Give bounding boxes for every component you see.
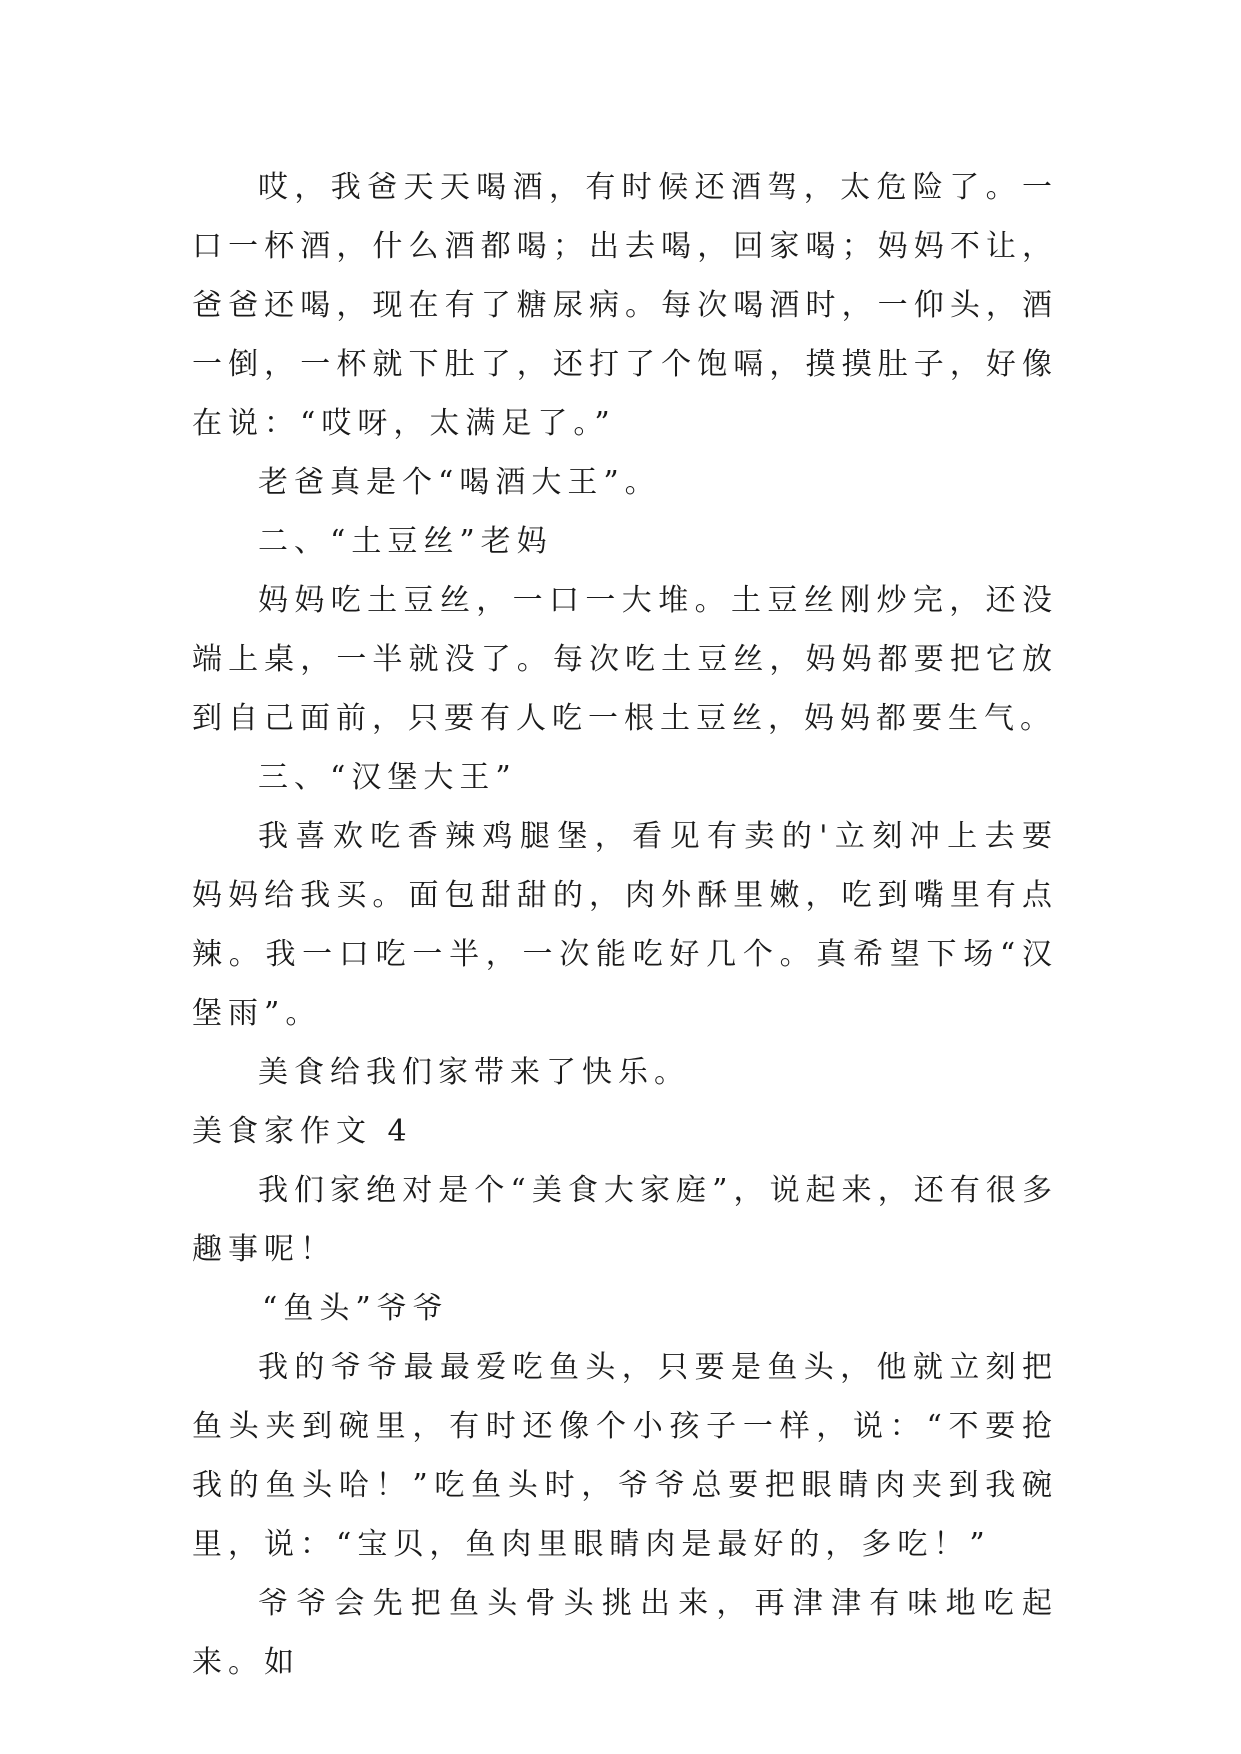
document-body	[192, 158, 1058, 1692]
paragraph-family-intro: 我们家绝对是个“美食大家庭”，说起来，还有很多趣事呢！	[192, 1173, 1058, 1267]
paragraph-dad-drinking: 哎，我爸天天喝酒，有时候还酒驾，太危险了。一口一杯酒，什么酒都喝；出去喝，回家喝；妈妈不让，爸爸还喝，现在有了糖尿病。每次喝酒时，一仰头，酒一倒，一杯就下肚了，还打了个饱嗝，摸摸肚子，好像在说：“哎呀，太满足了。”	[192, 170, 1058, 441]
paragraph-burger: 我喜欢吃香辣鸡腿堡，看见有卖的'立刻冲上去要妈妈给我买。面包甜甜的，肉外酥里嫩，吃到嘴里有点辣。我一口吃一半，一次能吃好几个。真希望下场“汉堡雨”。	[192, 819, 1058, 1031]
heading-fishhead-grandpa: “鱼头”爷爷	[262, 1291, 449, 1326]
paragraph-mom-potato: 妈妈吃土豆丝，一口一大堆。土豆丝刚炒完，还没端上桌，一半就没了。每次吃土豆丝，妈妈都要把它放到自己面前，只要有人吃一根土豆丝，妈妈都要生气。	[192, 583, 1058, 736]
essay-title-4: 美食家作文 4	[192, 1114, 413, 1149]
heading-burger-king: 三、“汉堡大王”	[258, 760, 517, 795]
paragraph-family-happiness: 美食给我们家带来了快乐。	[258, 1055, 690, 1090]
paragraph-dad-summary: 老爸真是个“喝酒大王”。	[258, 465, 661, 500]
paragraph-grandpa-fishhead: 我的爷爷最最爱吃鱼头，只要是鱼头，他就立刻把鱼头夹到碗里，有时还像个小孩子一样，说：“不要抢我的鱼头哈！”吃鱼头时，爷爷总要把眼睛肉夹到我碗里，说：“宝贝，鱼肉里眼睛肉是最好的，多吃！”	[192, 1350, 1058, 1562]
paragraph-grandpa-eating: 爷爷会先把鱼头骨头挑出来，再津津有味地吃起来。如	[192, 1586, 1058, 1680]
heading-potato-mom: 二、“土豆丝”老妈	[258, 524, 553, 559]
